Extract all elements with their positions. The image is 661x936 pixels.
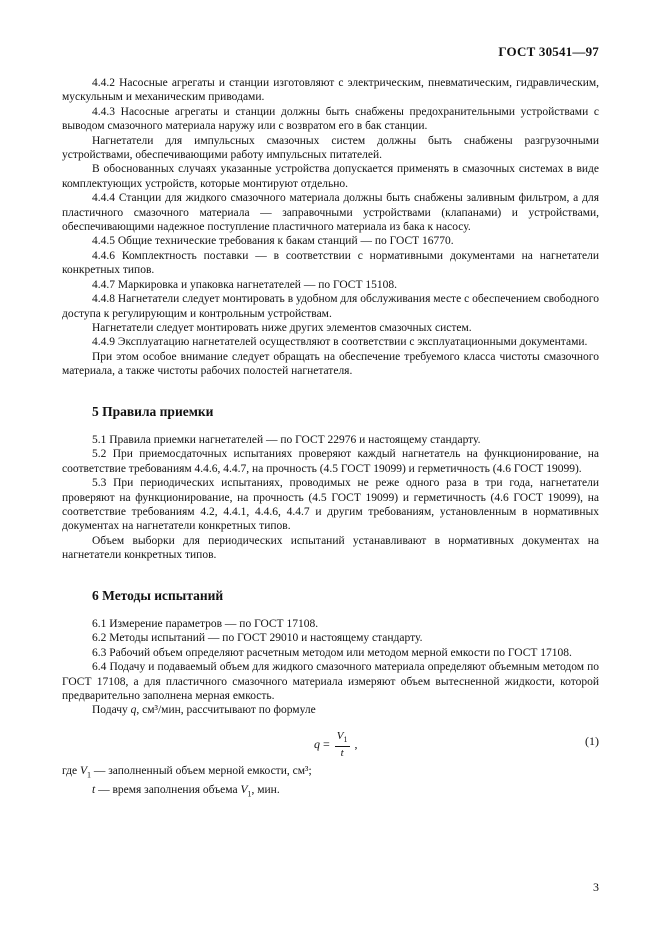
paragraph-justified-cases: В обоснованных случаях указанные устройства допускается применять в смазочных системах в виде комплектующих устройств, которые монтируют отдельно. (62, 163, 599, 190)
paragraph-cleanliness: При этом особое внимание следует обращать на обеспечение требуемого класса чистоты смазочного материала, а также чистоты рабочих полостей нагнетателя. (62, 350, 599, 378)
where-line-t: t — время заполнения объема $V_1$, мин. (92, 783, 280, 798)
formula-expression: q = $\frac{V_1}{t}$ , (314, 729, 358, 760)
paragraph-6-1: 6.1 Измерение параметров — по ГОСТ 17108. (92, 618, 319, 630)
document-body (62, 76, 599, 801)
paragraph-5-2: 5.2 При приемосдаточных испытаниях проверяют каждый нагнетатель на функционирование, на соответствие требованиям 4.4.6, 4.4.7, на прочность (4.5 ГОСТ 19099) и герметичность (4.6 ГОСТ 19099). (62, 448, 599, 475)
where-line-v1: где $V_1$ — заполненный объем мерной емкости, см³; (62, 764, 312, 780)
paragraph-4-4-4: 4.4.4 Станции для жидкого смазочного материала должны быть снабжены заливным фильтром, а для пластичного смазочного материала — заправочными устройствами (клапанами) и устройствами, обеспечивающими надежное поступление пластичного материала из бака к насосу. (62, 192, 599, 234)
var-q: q (130, 704, 137, 717)
paragraph-mount-below: Нагнетатели следует монтировать ниже других элементов смазочных систем. (92, 321, 472, 334)
paragraph-sample-size: Объем выборки для периодических испытаний устанавливают в нормативных документах на нагнетатели конкретных типов. (62, 534, 599, 562)
paragraph-4-4-3: 4.4.3 Насосные агрегаты и станции должны быть снабжены предохранительными устройствами с выводом смазочного материала наружу или с возвратом его в бак станции. (62, 105, 599, 133)
paragraph-5-1: 5.1 Правила приемки нагнетателей — по ГОСТ 22976 и настоящему стандарту. (92, 433, 481, 446)
formula-number: (1) (585, 733, 599, 748)
paragraph-4-4-7: 4.4.7 Маркировка и упаковка нагнетателей — по ГОСТ 15108. (92, 278, 397, 291)
formula-fraction: $\frac{V_1}{t}$ (336, 729, 348, 760)
paragraph-4-4-8: 4.4.8 Нагнетатели следует монтировать в удобном для обслуживания месте с обеспечением свободного доступа к регулирующим и контрольным устройствам. (62, 293, 599, 320)
formula-1 (62, 724, 599, 764)
paragraph-4-4-6: 4.4.6 Комплектность поставки — в соответствии с нормативными документами на нагнетатели конкретных типов. (62, 249, 599, 277)
paragraph-4-4-5: 4.4.5 Общие технические требования к бакам станций — по ГОСТ 16770. (92, 235, 454, 248)
paragraph-4-4-2: 4.4.2 Насосные агрегаты и станции изготовляют с электрическим, пневматическим, гидравлическим, мускульным и механическим приводами. (62, 77, 599, 104)
paragraph-4-4-9: 4.4.9 Эксплуатацию нагнетателей осуществляют в соответствии с эксплуатационными документами. (92, 336, 588, 349)
paragraph-feed-formula-intro: Подачу q, см³/мин, рассчитывают по формуле (92, 704, 316, 717)
section-6-title: 6 Методы испытаний (92, 587, 224, 603)
section-5-title: 5 Правила приемки (92, 403, 214, 419)
paragraph-6-3: 6.3 Рабочий объем определяют расчетным методом или методом мерной емкости по ГОСТ 17108. (92, 646, 572, 659)
page-number: 3 (593, 880, 599, 894)
paragraph-6-4: 6.4 Подачу и подаваемый объем для жидкого смазочного материала определяют объемным методом по ГОСТ 17108, а для пластичного смазочного материала измеряют объем вытесненной жидкости, которой предварительно заполнена мерная емкость. (62, 661, 599, 703)
document-id-header: ГОСТ 30541—97 (498, 44, 599, 59)
paragraph-6-2: 6.2 Методы испытаний — по ГОСТ 29010 и настоящему стандарту. (92, 632, 423, 645)
paragraph-impulse-unloading: Нагнетатели для импульсных смазочных систем должны быть снабжены разгрузочными устройствами, обеспечивающими работу импульсных питателей. (62, 134, 599, 162)
paragraph-5-3: 5.3 При периодических испытаниях, проводимых не реже одного раза в три года, нагнетатели проверяют на функционирование, на прочность (4.5 ГОСТ 19099) и герметичность (4.6 ГОСТ 19099), на соответствие требованиям 4.2, 4.4.1, 4.4.6, 4.4.7 и другим требованиям, установленным в нормативных документах на нагнетатели конкретных типов. (62, 477, 599, 533)
